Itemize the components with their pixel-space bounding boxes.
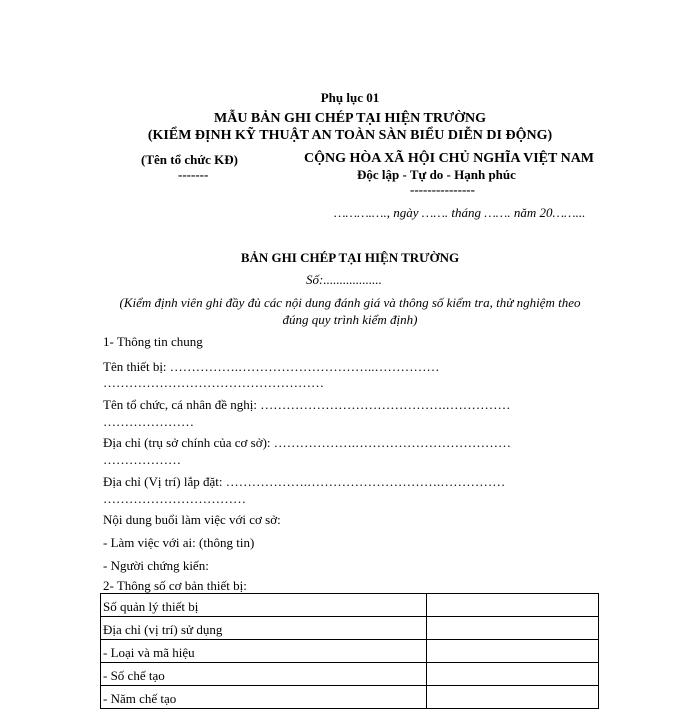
work-with-line: - Làm việc với ai: (thông tin) — [103, 535, 255, 550]
table-row — [101, 594, 599, 617]
spec-label: - Năm chế tạo — [101, 686, 427, 709]
instruction-line1: (Kiểm định viên ghi đầy đủ các nội dung đánh giá và thông số kiểm tra, thử nghiệm theo — [119, 295, 581, 310]
org-divider: ------- — [178, 167, 209, 182]
spec-label: Số quản lý thiết bị — [101, 594, 427, 617]
section1-heading: 1- Thông tin chung — [103, 334, 203, 349]
spec-value — [427, 640, 599, 663]
country-name: CỘNG HÒA XÃ HỘI CHỦ NGHĨA VIỆT NAM — [304, 151, 595, 166]
address-hq-line: Địa chỉ (trụ sở chính của cơ sở): ……………….……………………………… — [103, 435, 512, 450]
spec-value — [427, 617, 599, 640]
witness-line: - Người chứng kiến: — [103, 558, 209, 573]
instruction-line2: đúng quy trình kiểm định) — [282, 312, 418, 327]
spec-value — [427, 686, 599, 709]
org-request-line: Tên tổ chức, cá nhân đề nghị: …………………………………….…………… — [103, 397, 511, 412]
spec-label: Địa chỉ (vị trí) sử dụng — [101, 617, 427, 640]
national-motto: Độc lập - Tự do - Hạnh phúc — [357, 167, 516, 182]
device-name-line: Tên thiết bị: …………….…………………………..…………… — [103, 359, 440, 374]
record-number: Số:.................. — [306, 272, 382, 287]
table-row — [101, 640, 599, 663]
meeting-content: Nội dung buổi làm việc với cơ sở: — [103, 512, 281, 527]
table-row — [101, 617, 599, 640]
spec-value — [427, 663, 599, 686]
motto-divider: --------------- — [410, 182, 475, 197]
address-hq-continuation: ……………… — [103, 452, 181, 467]
spec-value — [427, 594, 599, 617]
form-title-line2: (KIỂM ĐỊNH KỸ THUẬT AN TOÀN SÀN BIỂU DIỄN DI ĐỘNG) — [147, 128, 553, 143]
device-name-continuation: …………………………………………… — [103, 375, 324, 390]
address-install-continuation: …………………………… — [103, 491, 246, 506]
table-row — [101, 686, 599, 709]
address-install-line: Địa chỉ (Vị trí) lắp đặt: ……………….………………………….…………… — [103, 474, 506, 489]
org-name: (Tên tổ chức KĐ) — [141, 152, 238, 167]
spec-label: - Loại và mã hiệu — [101, 640, 427, 663]
appendix-label: Phụ lục 01 — [320, 90, 380, 105]
table-row — [101, 663, 599, 686]
form-title-line1: MẪU BẢN GHI CHÉP TẠI HIỆN TRƯỜNG — [214, 111, 486, 126]
section2-heading: 2- Thông số cơ bản thiết bị: — [103, 578, 247, 593]
date-line: ……….…., ngày ……. tháng ……. năm 20……... — [334, 205, 586, 220]
spec-label: - Số chế tạo — [101, 663, 427, 686]
org-request-continuation: ………………… — [103, 414, 194, 429]
record-title: BẢN GHI CHÉP TẠI HIỆN TRƯỜNG — [240, 250, 460, 265]
device-spec-table — [100, 593, 599, 709]
